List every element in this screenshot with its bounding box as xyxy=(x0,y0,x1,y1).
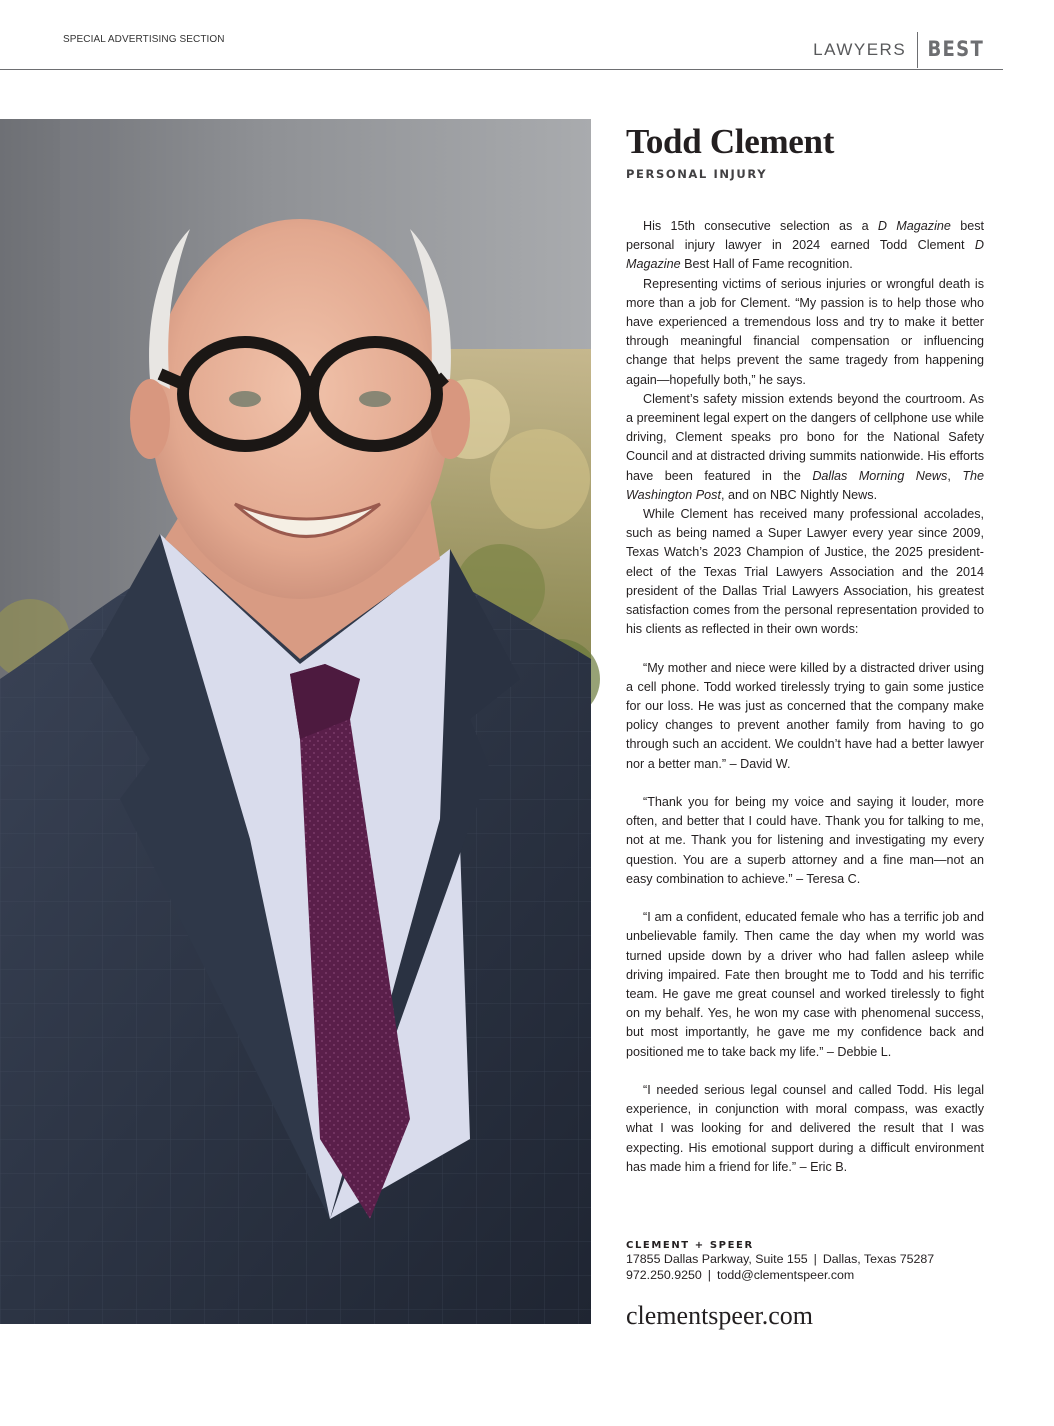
section-label: SPECIAL ADVERTISING SECTION xyxy=(63,34,225,45)
separator: | xyxy=(707,1268,712,1282)
firm-address xyxy=(626,1251,1006,1267)
profile-heading xyxy=(626,120,984,181)
brand-lawyers: LAWYERS xyxy=(813,40,907,59)
bio-text-run: , xyxy=(947,468,963,483)
firm-contact xyxy=(626,1240,1006,1283)
practice-area: PERSONAL INJURY xyxy=(626,167,768,181)
testimonial: “I needed serious legal counsel and called Todd. His legal experience, in conjunction with moral compass, was exactly what I was looking for and delivered the result that I was expecting. His emotional support during a difficult environment has made him a friend for life.” – Eric B. xyxy=(626,1083,984,1174)
publication-name: D Magazine xyxy=(877,219,951,233)
publication-name: The Washington Post xyxy=(626,468,985,502)
publication-brand xyxy=(813,32,995,68)
brand-best: BEST xyxy=(927,37,985,61)
email-link[interactable]: todd@clementspeer.com xyxy=(717,1268,855,1282)
bio-text-run: His 15th consecutive selection as a xyxy=(643,219,878,233)
firm-name: CLEMENT + SPEER xyxy=(626,1240,754,1251)
bio-text-run: , and on NBC Nightly News. xyxy=(720,487,878,502)
testimonial: “Thank you for being my voice and saying it louder, more often, and better that I could have. Thank you for talking to me, not at me. Thank you for listening and investigating my every question. You are a superb attorney and a fine man—not an easy combination to achieve.” – Teresa C. xyxy=(626,795,984,886)
bio-paragraph: Representing victims of serious injuries or wrongful death is more than a job for Clement. “My passion is to help those who have experienced a tremendous loss and try to make it better through meaningful financial compensation or influencing change that helps prevent the same tragedy from happening again—hopefully both,” he says. xyxy=(626,276,984,387)
bio-paragraph: While Clement has received many professional accolades, such as being named a Super Lawyer every year since 2009, Texas Watch’s 2023 Champion of Justice, the 2025 president-elect of the Texas Trial Lawyers Association and the 2014 president of the Dallas Trial Lawyers Association, his greatest satisfaction comes from the personal representation provided to his clients as reflected in their own words: xyxy=(626,507,984,637)
firm-contact-line xyxy=(626,1267,1006,1283)
publication-name: D Magazine xyxy=(626,238,984,272)
testimonial: “I am a confident, educated female who has a terrific job and unbelievable family. Then came the day when my world was turned upside down by a driver who had fallen asleep while driving impaired. Fate then brought me to Todd and his terrific team. He gave me great counsel and worked tirelessly to fight on my behalf. Yes, he won my case with phenomenal success, but most importantly, he gave me my confidence back and positioned me to take back my life.” – Debbie L. xyxy=(626,910,984,1059)
street-address: 17855 Dallas Parkway, Suite 155 xyxy=(626,1252,808,1266)
testimonial: “My mother and niece were killed by a distracted driver using a cell phone. Todd worked tirelessly trying to gain some justice for our loss. He was just as concerned that the company make policy changes to prevent another family from having to go through such an accident. We couldn’t have had a better lawyer nor a better man.” – David W. xyxy=(626,660,984,771)
phone-number[interactable]: 972.250.9250 xyxy=(626,1268,702,1282)
attorney-name: Todd Clement xyxy=(626,122,835,161)
portrait-illustration xyxy=(0,119,591,1324)
separator: | xyxy=(813,1252,817,1266)
city-state-zip: Dallas, Texas 75287 xyxy=(822,1252,935,1266)
website-link[interactable]: clementspeer.com xyxy=(626,1301,813,1330)
bio-text-run: best personal injury lawyer in 2024 earned Todd Clement xyxy=(626,219,984,253)
bio-paragraph xyxy=(626,390,984,505)
bio-text xyxy=(626,217,984,1177)
portrait-photo xyxy=(0,119,591,1424)
bio-text-run: Best Hall of Fame recognition. xyxy=(680,257,853,272)
bio-paragraph xyxy=(626,217,984,275)
page-header xyxy=(0,0,1003,70)
photo-credit: VANESSA GAVALYA xyxy=(577,1347,587,1424)
publication-name: Dallas Morning News xyxy=(812,468,948,483)
bio-text-run: Clement’s safety mission extends beyond the courtroom. As a preeminent legal expert on the dangers of cellphone use while driving, Clement speaks pro bono for the National Safety Council and at distracted driving summits nationwide. His efforts have been featured in the xyxy=(626,391,984,483)
